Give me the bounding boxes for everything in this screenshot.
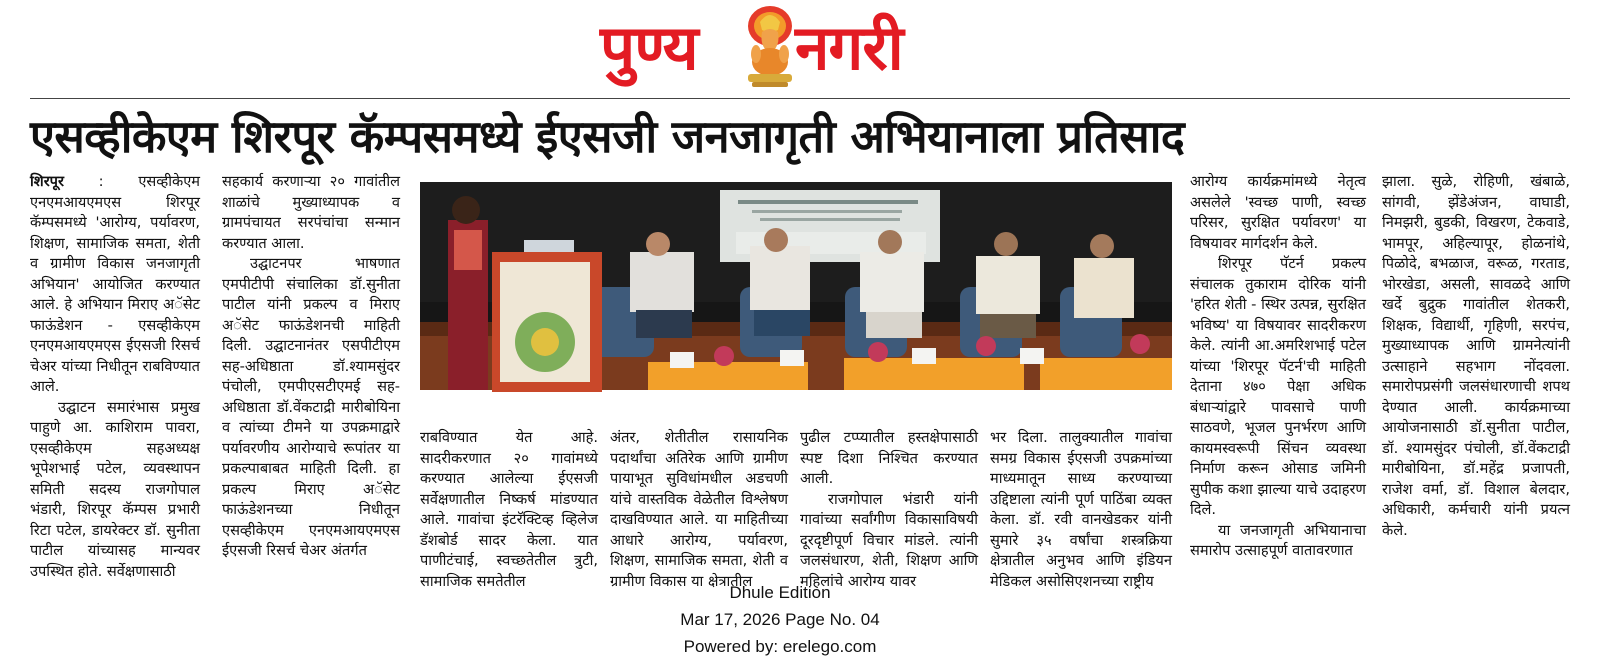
- article-headline: एसव्हीकेएम शिरपूर कॅम्पसमध्ये ईएसजी जनजागृती अभियानाला प्रतिसाद: [30, 110, 1185, 163]
- article-column-1: [30, 172, 201, 580]
- article-paragraph: राबविण्यात येत आहे. सादरीकरणात २० गावांमध्ये करण्यात आलेल्या ईएसजी सर्वेक्षणातील निष्कर्ष मांडण्यात आले. गावांचा इंटरॅक्टिव्ह व्हिलेज डॅशबोर्ड सादर केला. यात पाणीटंचाई, स्वच्छतेतील त्रुटी, सामाजिक समतेतील: [420, 429, 598, 590]
- masthead-title-left: पुण्य: [600, 11, 698, 84]
- powered-by-link[interactable]: Powered by: erelego.com: [683, 637, 877, 656]
- article-paragraph: सहकार्य करणाऱ्या २० गावांतील शाळांचे मुख्याध्यापक व ग्रामपंचायत सरपंचांचा सन्मान करण्यात आला.: [222, 173, 400, 252]
- article-paragraph: शिरपूर : एसव्हीकेएम एनएमआयएमएस शिरपूर कॅम्पसमध्ये 'आरोग्य, पर्यावरण, शिक्षण, सामाजिक समता, शेती व ग्रामीण विकास जनजागृती अभियान' आयोजित करण्यात आले. हे अभियान मिराए अॅसेट फाऊंडेशन - एसव्हीकेएम एनएमआयएमएस ईएसजी रिसर्च चेअर यांच्या निधीतून राबविण्यात आले.: [30, 173, 201, 395]
- masthead: [600, 2, 970, 94]
- article-column-3: [420, 428, 598, 590]
- date-page-label: Mar 17, 2026 Page No. 04: [680, 610, 880, 629]
- article-column-6: [990, 428, 1172, 590]
- article-paragraph: उद्घाटनपर भाषणात एमपीटीपी संचालिका डॉ.सुनीता पाटील यांनी प्रकल्प व मिराए अॅसेट फाऊंडेशनची माहिती दिली. उद्घाटनानंतर एसपीटीएम सह-अधिष्ठाता डॉ.श्यामसुंदर पंचोली, एमपीएसटीएमई सह-अधिष्ठाता डॉ.वेंकटाद्री मारीबोयिना व त्यांच्या टीमने या उपक्रमाद्वारे पर्यावरणीय आरोग्याचे रूपांतर या प्रकल्पाबाबत माहिती दिली. हा प्रकल्प मिराए अॅसेट फाऊंडेशनच्या निधीतून एसव्हीकेएम एनएमआयएमएस ईएसजी रिसर्च चेअर अंतर्गत: [222, 255, 400, 559]
- article-column-8: [1382, 172, 1570, 572]
- article-paragraph: या जनजागृती अभियानाचा समारोप उत्साहपूर्ण वातावरणात: [1190, 521, 1366, 559]
- edition-label: Dhule Edition: [729, 583, 831, 602]
- article-paragraph: भर दिला. तालुक्यातील गावांचा समग्र विकास ईएसजी उपक्रमांच्या माध्यमातून साध्य करण्याच्या उद्दिष्टाला त्यांनी पूर्ण पाठिंबा व्यक्त केला. डॉ. रवी वानखेडकर यांनी सुमारे ३५ वर्षांचा शस्त्रक्रिया क्षेत्रातील अनुभव आणि इंडियन मेडिकल असोसिएशनच्या राष्ट्रीय: [990, 429, 1172, 590]
- article-paragraph: राजगोपाल भंडारी यांनी गावांच्या सर्वांगीण विकासाविषयी दूरदृष्टीपूर्ण विचार मांडले. त्यांनी जलसंधारण, शेती, शिक्षण आणि महिलांचे आरोग्य यावर: [800, 490, 978, 590]
- ganesh-emblem-icon: [740, 4, 800, 88]
- article-paragraph: झाला. सुळे, रोहिणी, खंबाळे, सांगवी, झेंडेअंजन, वाघाडी, निमझरी, बुडकी, विखरण, टेकवाडे, भामपूर, अहिल्यापूर, होळनांथे, पिळोदे, बभळाज, वरूळ, गरताड, भोरखेडा, असली, सावळदे आणि खर्दे बुद्रुक गावांतील शेतकरी, शिक्षक, विद्यार्थी, गृहिणी, सरपंच, मुख्याध्यापक आणि ग्रामनेत्यांनी उत्साहाने सहभाग नोंदवला. समारोपप्रसंगी जलसंधारणाची शपथ देण्यात आली. कार्यक्रमाच्या आयोजनासाठी डॉ.सुनीता पाटील, डॉ. श्यामसुंदर पंचोली, डॉ.वेंकटाद्री मारीबोयिना, डॉ.महेंद्र प्रजापती, राजेश वर्मा, डॉ. विशाल बेलदार, अधिकारी, कर्मचारी यांनी प्रयत्न केले.: [1382, 173, 1570, 539]
- article-column-2: [222, 172, 400, 572]
- article-paragraph: अंतर, शेतीतील रासायनिक पदार्थांचा अतिरेक आणि ग्रामीण पायाभूत सुविधांमधील अडचणी यांचे वास्तविक वेळेतील विश्लेषण दाखविण्यात आले. या माहितीच्या आधारे आरोग्य, पर्यावरण, शिक्षण, सामाजिक समता, शेती व ग्रामीण विकास या क्षेत्रातील: [610, 429, 788, 590]
- article-paragraph: शिरपूर पॅटर्न प्रकल्प संचालक तुकाराम दोरिक यांनी 'हरित शेती - स्थिर उत्पन्न, सुरक्षित भविष्य' या विषयावर सादरीकरण केले. त्यांनी आ.अमरिशभाई पटेल यांच्या 'शिरपूर पॅटर्न'ची माहिती देताना ४७० पेक्षा अधिक बंधाऱ्यांद्वारे पावसाचे पाणी साठवणे, भूजल पुनर्भरण आणि कायमस्वरूपी सिंचन व्यवस्था निर्माण करून ओसाड जमिनी सुपीक कशा झाल्या याचे उदाहरण दिले.: [1190, 255, 1366, 518]
- event-photo: [420, 182, 1172, 390]
- article-paragraph: पुढील टप्प्यातील हस्तक्षेपासाठी स्पष्ट दिशा निश्चित करण्यात आली.: [800, 429, 978, 487]
- article-column-5: [800, 428, 978, 590]
- masthead-title-right: नगरी: [795, 11, 903, 84]
- masthead-divider: [30, 98, 1570, 99]
- article-paragraph: आरोग्य कार्यक्रमांमध्ये नेतृत्व असलेले 'स्वच्छ पाणी, स्वच्छ परिसर, सुरक्षित पर्यावरण' या विषयावर मार्गदर्शन केले.: [1190, 173, 1366, 252]
- article-paragraph: उद्घाटन समारंभास प्रमुख पाहुणे आ. काशिराम पावरा, एसव्हीकेएम सहअध्यक्ष भूपेशभाई पटेल, व्यवस्थापन समिती सदस्य राजगोपाल भंडारी, शिरपूर कॅम्पस प्रभारी रिटा पटेल, डायरेक्टर डॉ. सुनीता पाटील यांच्यासह मान्यवर उपस्थित होते. सर्वेक्षणासाठी: [30, 398, 200, 580]
- dateline: शिरपूर: [30, 173, 64, 190]
- article-column-7: [1190, 172, 1366, 572]
- article-column-4: [610, 428, 788, 590]
